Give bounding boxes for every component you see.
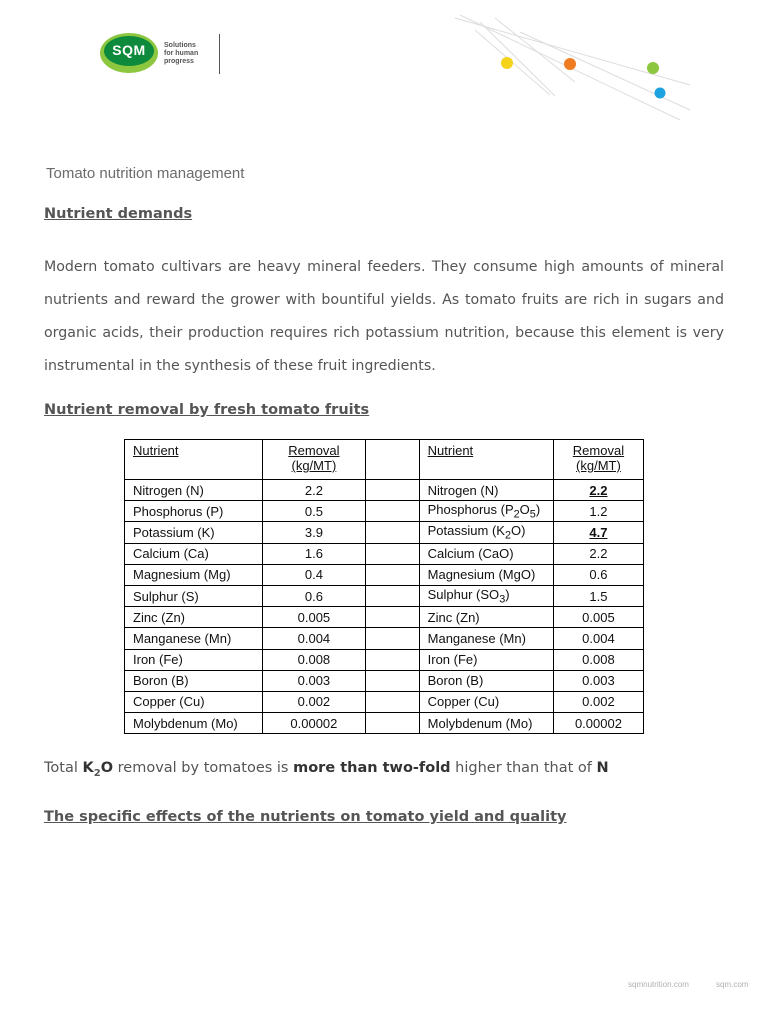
- header-nutrient: Nutrient: [125, 440, 263, 480]
- header-nutrient-oxide: Nutrient: [419, 440, 553, 480]
- header-removal: Removal (kg/MT): [262, 440, 365, 480]
- table-row: Iron (Fe) 0.008 Iron (Fe) 0.008: [125, 649, 644, 670]
- table-gap-cell: [365, 440, 419, 480]
- blue-dot: [655, 88, 666, 99]
- nutrient-removal-table: [124, 439, 644, 734]
- document-title: Tomato nutrition management: [46, 165, 245, 182]
- nutrient-demands-paragraph: Modern tomato cultivars are heavy mineral feeders. They consume high amounts of mineral nutrients and reward the grower with bountiful yields. As tomato fruits are rich in sugars and organic acids, their production requires rich potassium nutrition, because this element is very instrumental in the synthesis of these fruit ingredients.: [44, 259, 724, 374]
- header-removal-oxide: Removal (kg/MT): [553, 440, 643, 480]
- table-row: Boron (B) 0.003 Boron (B) 0.003: [125, 670, 644, 691]
- heading-specific-effects: The specific effects of the nutrients on tomato yield and quality: [44, 809, 567, 825]
- sqm-logo: [100, 33, 230, 77]
- table-row: Potassium (K) 3.9 Potassium $(K_2O)$ 4.7: [125, 522, 644, 543]
- sqm-logo-badge: [100, 33, 158, 73]
- orange-dot: [564, 58, 576, 70]
- footer-site-sqm: sqm.com: [716, 980, 749, 989]
- table-row: Copper (Cu) 0.002 Copper (Cu) 0.002: [125, 691, 644, 712]
- green-dot: [647, 62, 659, 74]
- table-row: Nitrogen (N) 2.2 Nitrogen (N) 2.2: [125, 480, 644, 501]
- k2o-summary-sentence: Total $K_2O$ removal by tomatoes is more than two-fold higher than that of N: [44, 760, 609, 779]
- table-row: Manganese (Mn) 0.004 Manganese (Mn) 0.004: [125, 628, 644, 649]
- logo-brand: SQM: [112, 42, 146, 58]
- table-row: Molybdenum (Mo) 0.00002 Molybdenum (Mo) 0.00002: [125, 713, 644, 734]
- table-row: Sulphur (S) 0.6 Sulphur $(SO_3)$ 1.5: [125, 585, 644, 606]
- yellow-dot: [501, 57, 513, 69]
- table-row: Phosphorus (P) 0.5 Phosphorus $(P_2O_5)$ 1.2: [125, 501, 644, 522]
- table-row: Calcium (Ca) 1.6 Calcium (CaO) 2.2: [125, 543, 644, 564]
- logo-divider: [219, 34, 220, 74]
- table-header-row: [125, 440, 644, 480]
- decorative-lines-graphic: [440, 10, 710, 130]
- logo-tagline: Solutions for human progress: [164, 42, 199, 65]
- footer-site-sqmnutrition: sqmnutrition.com: [628, 980, 689, 989]
- heading-nutrient-demands: Nutrient demands: [44, 206, 193, 222]
- table-row: Zinc (Zn) 0.005 Zinc (Zn) 0.005: [125, 607, 644, 628]
- heading-nutrient-removal: Nutrient removal by fresh tomato fruits: [44, 402, 370, 418]
- table-row: Magnesium (Mg) 0.4 Magnesium (MgO) 0.6: [125, 564, 644, 585]
